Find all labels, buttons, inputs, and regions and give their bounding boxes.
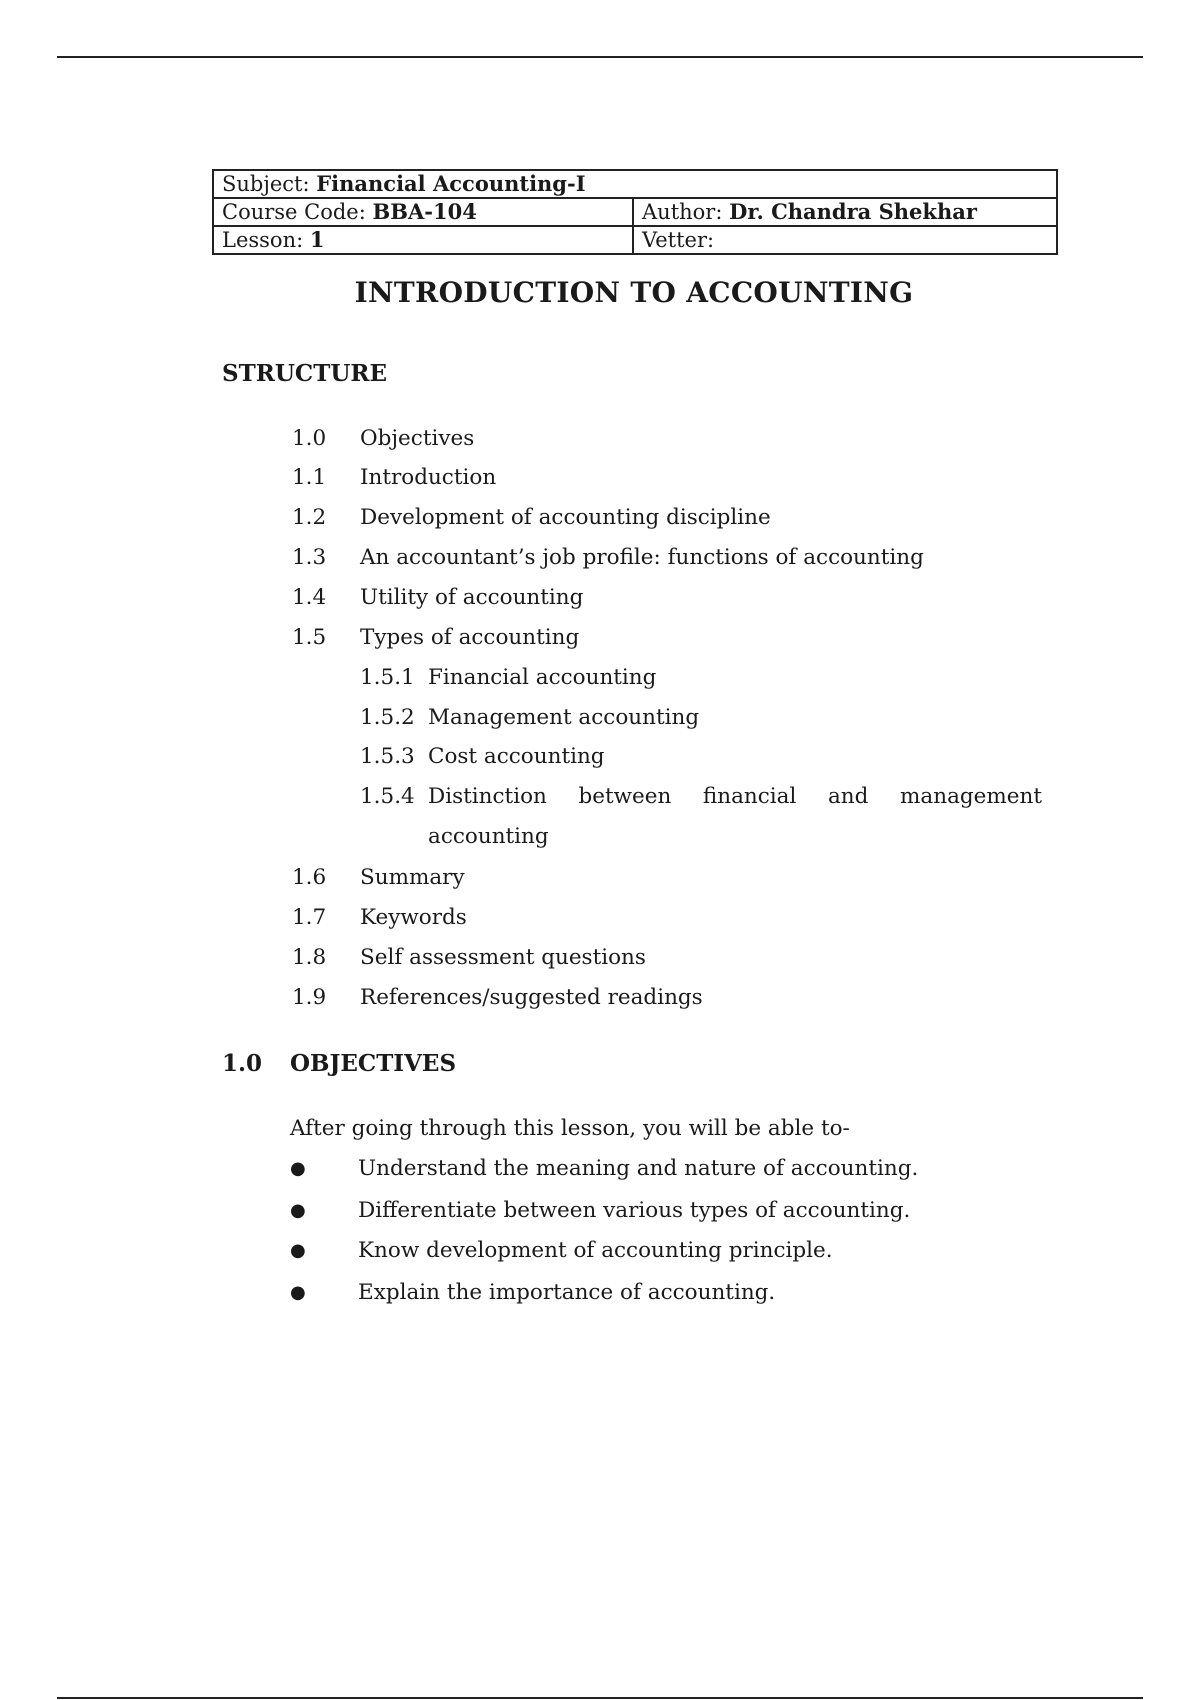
vetter-label: Vetter:	[642, 228, 715, 252]
toc-item-number: 1.5	[292, 625, 327, 650]
toc-subitem-word: and	[827, 784, 869, 809]
toc-subitem-text: Management accounting	[428, 705, 700, 730]
lesson-value: 1	[309, 227, 325, 252]
objective-text: Know development of accounting principle.	[358, 1238, 833, 1263]
course-code-label: Course Code:	[222, 200, 366, 224]
toc-subitem-text-line1	[428, 784, 1042, 809]
lesson-label: Lesson:	[222, 228, 304, 252]
toc-item-number: 1.7	[292, 905, 327, 930]
toc-subitem-word: between	[578, 784, 672, 809]
objectives-heading	[222, 1050, 456, 1077]
bullet-icon: ●	[290, 1200, 306, 1221]
lesson-vetter-row	[213, 226, 1057, 254]
objectives-intro: After going through this lesson, you will be able to-	[290, 1116, 850, 1141]
objective-text: Understand the meaning and nature of accounting.	[358, 1156, 919, 1181]
toc-subitem-number: 1.5.1	[360, 665, 415, 690]
toc-item-text: Utility of accounting	[360, 585, 584, 610]
bullet-icon: ●	[290, 1282, 306, 1303]
vetter-cell	[633, 226, 1057, 254]
toc-item-number: 1.0	[292, 426, 327, 451]
course-info-table	[212, 169, 1058, 255]
toc-item-text: References/suggested readings	[360, 985, 703, 1010]
author-cell	[633, 198, 1057, 226]
toc-item-number: 1.3	[292, 545, 327, 570]
subject-value: Financial Accounting-I	[316, 171, 586, 196]
toc-subitem-word: management	[900, 784, 1042, 809]
top-rule	[57, 56, 1143, 58]
toc-subitem-text-line2: accounting	[428, 824, 549, 849]
toc-item-text: Types of accounting	[360, 625, 580, 650]
toc-item-text: An accountant’s job profile: functions of accounting	[360, 545, 924, 570]
toc-subitem-word: financial	[702, 784, 797, 809]
toc-item-text: Keywords	[360, 905, 467, 930]
subject-row	[213, 170, 1057, 198]
bottom-rule	[57, 1697, 1143, 1699]
toc-item-number: 1.2	[292, 505, 327, 530]
toc-item-text: Summary	[360, 865, 465, 890]
subject-label: Subject:	[222, 172, 310, 196]
course-code-cell	[213, 198, 633, 226]
toc-subitem-text: Financial accounting	[428, 665, 657, 690]
toc-subitem-number: 1.5.4	[360, 784, 415, 809]
toc-item-number: 1.1	[292, 465, 327, 490]
objectives-title: OBJECTIVES	[290, 1050, 457, 1077]
bullet-icon: ●	[290, 1240, 306, 1261]
toc-item-number: 1.8	[292, 945, 327, 970]
toc-subitem-number: 1.5.3	[360, 744, 415, 769]
structure-heading: STRUCTURE	[222, 360, 388, 387]
toc-item-text: Objectives	[360, 426, 475, 451]
toc-item-number: 1.4	[292, 585, 327, 610]
objective-text: Differentiate between various types of accounting.	[358, 1198, 911, 1223]
objectives-section-number: 1.0	[222, 1050, 263, 1077]
toc-item-text: Self assessment questions	[360, 945, 646, 970]
course-author-row	[213, 198, 1057, 226]
page-title: INTRODUCTION TO ACCOUNTING	[354, 276, 914, 309]
toc-subitem-word: Distinction	[428, 784, 547, 809]
bullet-icon: ●	[290, 1158, 306, 1179]
toc-item-text: Development of accounting discipline	[360, 505, 771, 530]
toc-item-text: Introduction	[360, 465, 497, 490]
subject-cell	[213, 170, 1057, 198]
toc-item-number: 1.9	[292, 985, 327, 1010]
course-code-value: BBA-104	[372, 199, 477, 224]
toc-subitem-number: 1.5.2	[360, 705, 415, 730]
toc-item-number: 1.6	[292, 865, 327, 890]
author-label: Author:	[642, 200, 723, 224]
toc-subitem-text: Cost accounting	[428, 744, 605, 769]
author-value: Dr. Chandra Shekhar	[729, 199, 977, 224]
lesson-cell	[213, 226, 633, 254]
objective-text: Explain the importance of accounting.	[358, 1280, 776, 1305]
